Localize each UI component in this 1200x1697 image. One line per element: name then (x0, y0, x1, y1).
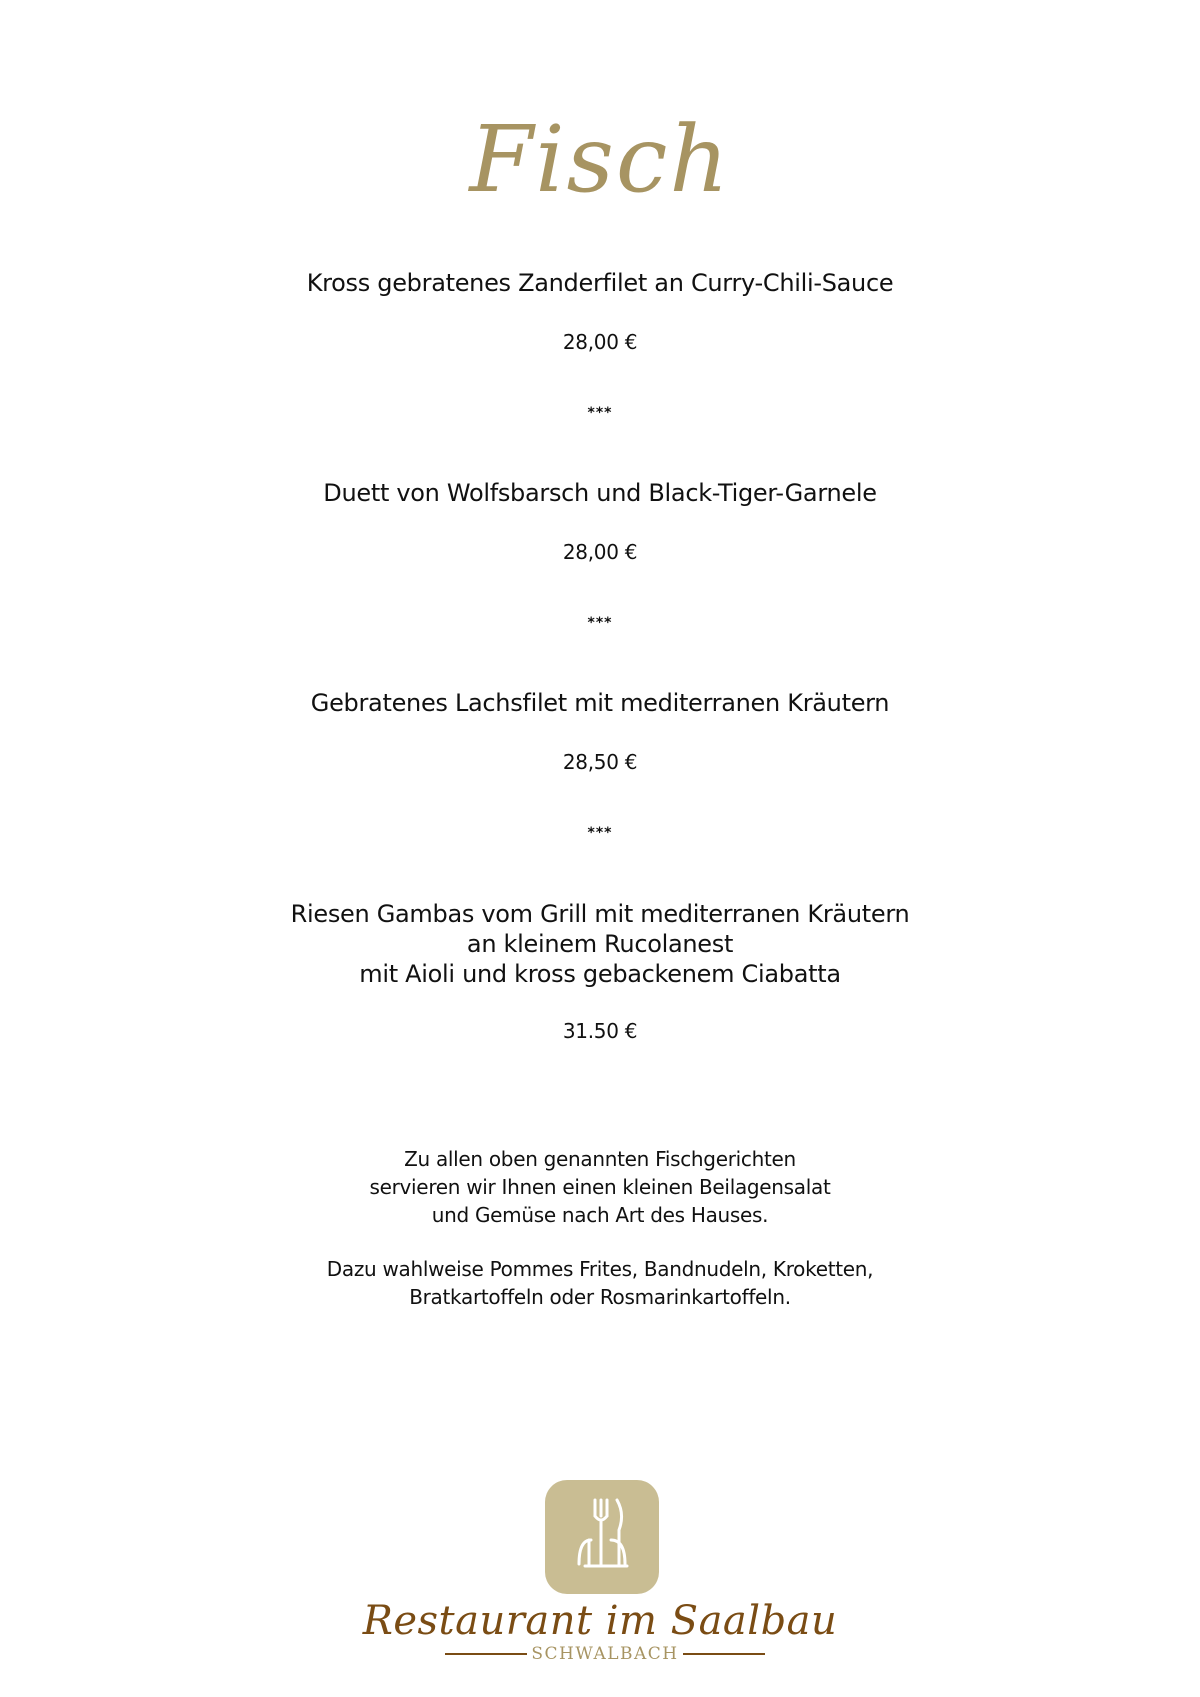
page-title: Fisch (469, 106, 731, 213)
dish-price-lachsfilet: 28,50 € (562, 750, 638, 774)
separator: *** (587, 405, 613, 421)
dish-name-gambas (0, 899, 1200, 989)
dish-name-lachsfilet (0, 688, 1200, 718)
dish-name-wolfsbarsch (0, 478, 1200, 508)
dish-name-line: Gebratenes Lachsfilet mit mediterranen Kräutern (310, 689, 890, 717)
options-note (0, 1255, 1200, 1311)
sides-note (0, 1145, 1200, 1229)
brand-subtitle-row (445, 1642, 765, 1666)
brand-subtitle: SCHWALBACH (531, 1644, 679, 1664)
dish-name-line: Kross gebratenes Zanderfilet an Curry-Chili-Sauce (306, 269, 894, 297)
dish-name-line: Duett von Wolfsbarsch und Black-Tiger-Garnele (323, 479, 877, 507)
note-line: servieren wir Ihnen einen kleinen Beilagensalat (369, 1175, 831, 1199)
note-line: Zu allen oben genannten Fischgerichten (404, 1147, 796, 1171)
note-line: Bratkartoffeln oder Rosmarinkartoffeln. (409, 1285, 791, 1309)
note-line: Dazu wahlweise Pommes Frites, Bandnudeln, Kroketten, (326, 1257, 874, 1281)
fork-knife-icon (545, 1480, 659, 1594)
dish-name-line: Riesen Gambas vom Grill mit mediterranen Kräutern (290, 900, 910, 928)
dish-name-zanderfilet (0, 268, 1200, 298)
separator: *** (587, 615, 613, 631)
dish-name-line: mit Aioli und kross gebackenem Ciabatta (359, 960, 841, 988)
restaurant-logo (545, 1480, 659, 1594)
dish-name-line: an kleinem Rucolanest (466, 930, 734, 958)
dish-price-wolfsbarsch: 28,00 € (562, 540, 638, 564)
note-line: und Gemüse nach Art des Hauses. (431, 1203, 769, 1227)
brand-rule-right (683, 1653, 765, 1655)
brand-name: Restaurant im Saalbau (362, 1598, 838, 1644)
dish-price-gambas: 31.50 € (562, 1019, 638, 1043)
brand-rule-left (445, 1653, 527, 1655)
dish-price-zanderfilet: 28,00 € (562, 330, 638, 354)
separator: *** (587, 825, 613, 841)
